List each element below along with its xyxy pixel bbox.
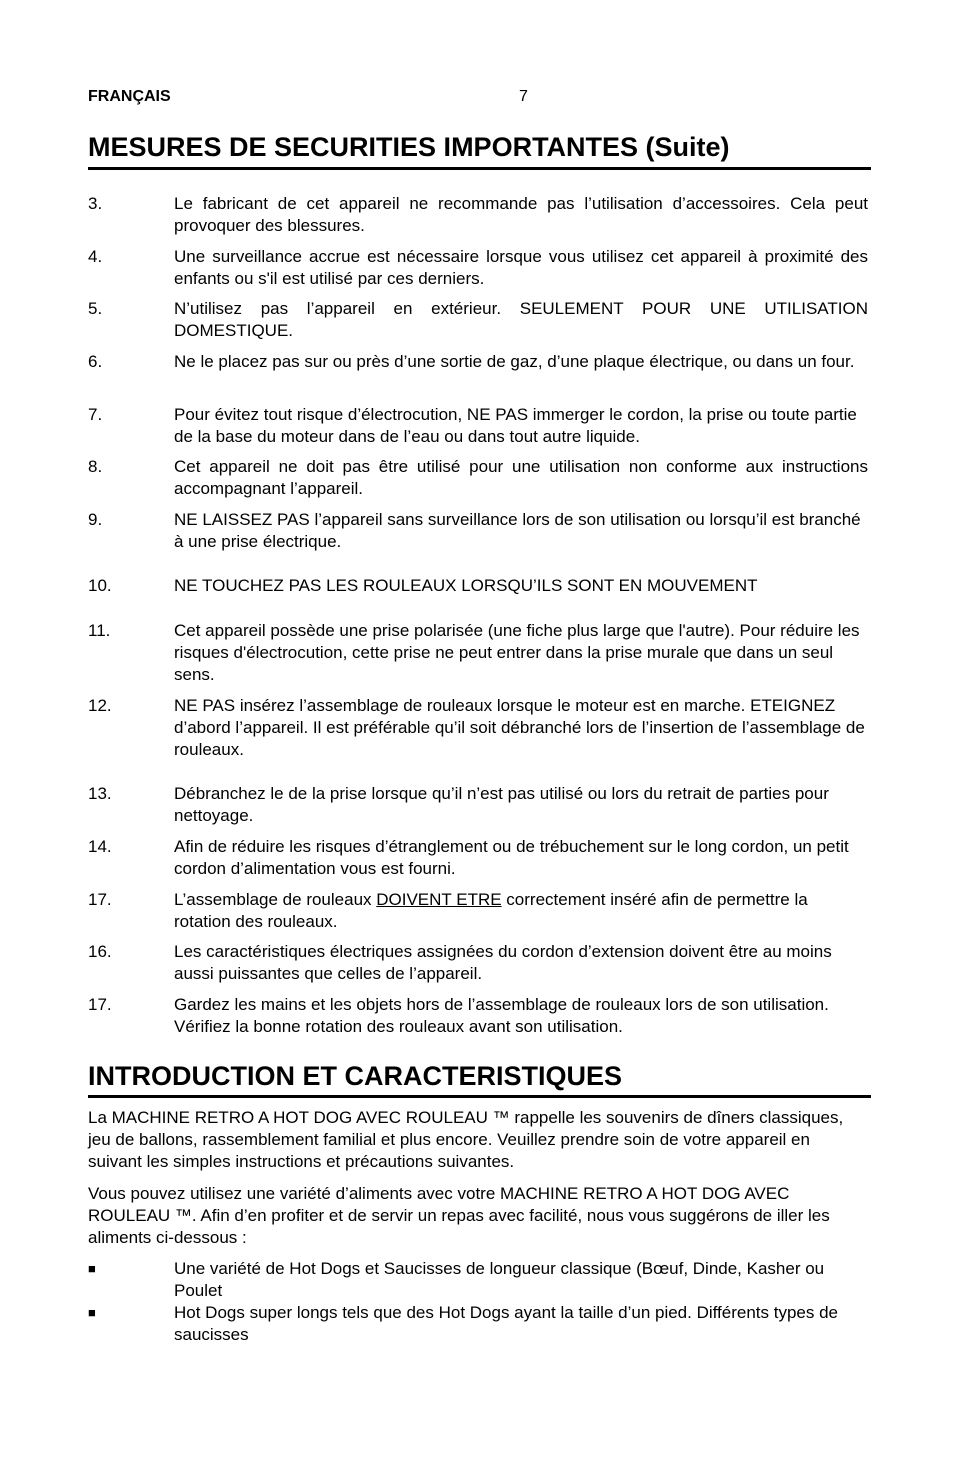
section-divider	[88, 167, 871, 170]
item-number: 17.	[88, 995, 112, 1014]
safety-section-title: MESURES DE SECURITIES IMPORTANTES (Suite)	[88, 132, 730, 162]
item-number: 13.	[88, 784, 112, 803]
bullet-text: Hot Dogs super longs tels que des Hot Dogs ayant la taille d’un pied. Différents types de saucisses	[174, 1303, 839, 1344]
item-text: NE PAS insérez l’assemblage de rouleaux lorsque le moteur est en marche. ETEIGNEZ d’abord l’appareil. Il est préférable qu’il soit débranché lors de l’insertion de l’assemblage de rouleaux.	[174, 696, 865, 759]
language-label: FRANÇAIS	[88, 88, 171, 105]
item-number: 17.	[88, 890, 112, 909]
item-number: 4.	[88, 247, 103, 266]
item-text: Gardez les mains et les objets hors de l’assemblage de rouleaux lors de son utilisation. Vérifiez la bonne rotation des rouleaux avant son utilisation.	[174, 995, 829, 1036]
item-text: N’utilisez pas l’appareil en extérieur. SEULEMENT POUR UNE UTILISATION DOMESTIQUE.	[174, 299, 868, 340]
bullet-text: Une variété de Hot Dogs et Saucisses de longueur classique (Bœuf, Dinde, Kasher ou Poulet	[174, 1259, 825, 1300]
item-number: 6.	[88, 352, 103, 371]
item-number: 9.	[88, 510, 103, 529]
item-number: 14.	[88, 837, 112, 856]
item-number: 8.	[88, 457, 103, 476]
item-text: Le fabricant de cet appareil ne recommande pas l’utilisation d’accessoires. Cela peut provoquer des blessures.	[174, 194, 868, 235]
item-number: 5.	[88, 299, 103, 318]
item-number: 11.	[88, 621, 111, 640]
item-text: Ne le placez pas sur ou près d’une sortie de gaz, d’une plaque électrique, ou dans un four.	[174, 352, 855, 371]
intro-section-title: INTRODUCTION ET CARACTERISTIQUES	[88, 1061, 623, 1091]
item-text: Débranchez le de la prise lorsque qu’il n’est pas utilisé ou lors du retrait de parties pour nettoyage.	[174, 784, 829, 825]
item-number: 16.	[88, 942, 112, 961]
item-text: Une surveillance accrue est nécessaire lorsque vous utilisez cet appareil à proximité des enfants ou s'il est utilisé par ces derniers.	[174, 247, 868, 288]
item-number: 7.	[88, 405, 103, 424]
item-text: Les caractéristiques électriques assignées du cordon d’extension doivent être au moins aussi puissantes que celles de l’appareil.	[174, 942, 832, 983]
item-text: NE LAISSEZ PAS l’appareil sans surveillance lors de son utilisation ou lorsqu’il est branché à une prise électrique.	[174, 510, 861, 551]
bullet-square-icon: ■	[88, 1261, 96, 1276]
item-number: 10.	[88, 576, 112, 595]
item-text: Cet appareil ne doit pas être utilisé pour une utilisation non conforme aux instructions accompagnant l’appareil.	[174, 457, 868, 498]
item-text: Afin de réduire les risques d’étranglement ou de trébuchement sur le long cordon, un petit cordon d’alimentation vous est fourni.	[174, 837, 849, 878]
item-number: 12.	[88, 696, 112, 715]
item-text-end: correctement inséré afin de permettre la rotation des rouleaux.	[174, 890, 808, 931]
intro-paragraph: Vous pouvez utilisez une variété d’aliments avec votre MACHINE RETRO A HOT DOG AVEC ROULEAU ™. Afin d’en profiter et de servir un repas avec facilité, nous vous suggérons de iller les aliments ci-dessous :	[88, 1184, 830, 1247]
item-text-start: L’assemblage de rouleaux	[174, 890, 377, 909]
item-text: Pour évitez tout risque d’électrocution, NE PAS immerger le cordon, la prise ou toute partie de la base du moteur dans de l’eau ou dans tout autre liquide.	[174, 405, 857, 446]
emphasis-underlined: DOIVENT ETRE	[376, 890, 502, 909]
bullet-square-icon: ■	[88, 1305, 96, 1320]
intro-paragraph: La MACHINE RETRO A HOT DOG AVEC ROULEAU ™ rappelle les souvenirs de dîners classiques, jeu de ballons, rassemblement familial et plus encore. Veuillez prendre soin de votre appareil en suivant les simples instructions et précautions suivantes.	[88, 1108, 844, 1171]
item-text: NE TOUCHEZ PAS LES ROULEAUX LORSQU’ILS SONT EN MOUVEMENT	[174, 576, 758, 595]
item-text: Cet appareil possède une prise polarisée (une fiche plus large que l'autre). Pour réduire les risques d'électrocution, cette prise ne peut entrer dans la prise murale que dans un seul sens.	[174, 621, 860, 684]
item-number: 3.	[88, 194, 103, 213]
item-text	[174, 889, 868, 933]
section-divider	[88, 1095, 871, 1098]
page-number: 7	[519, 88, 528, 105]
